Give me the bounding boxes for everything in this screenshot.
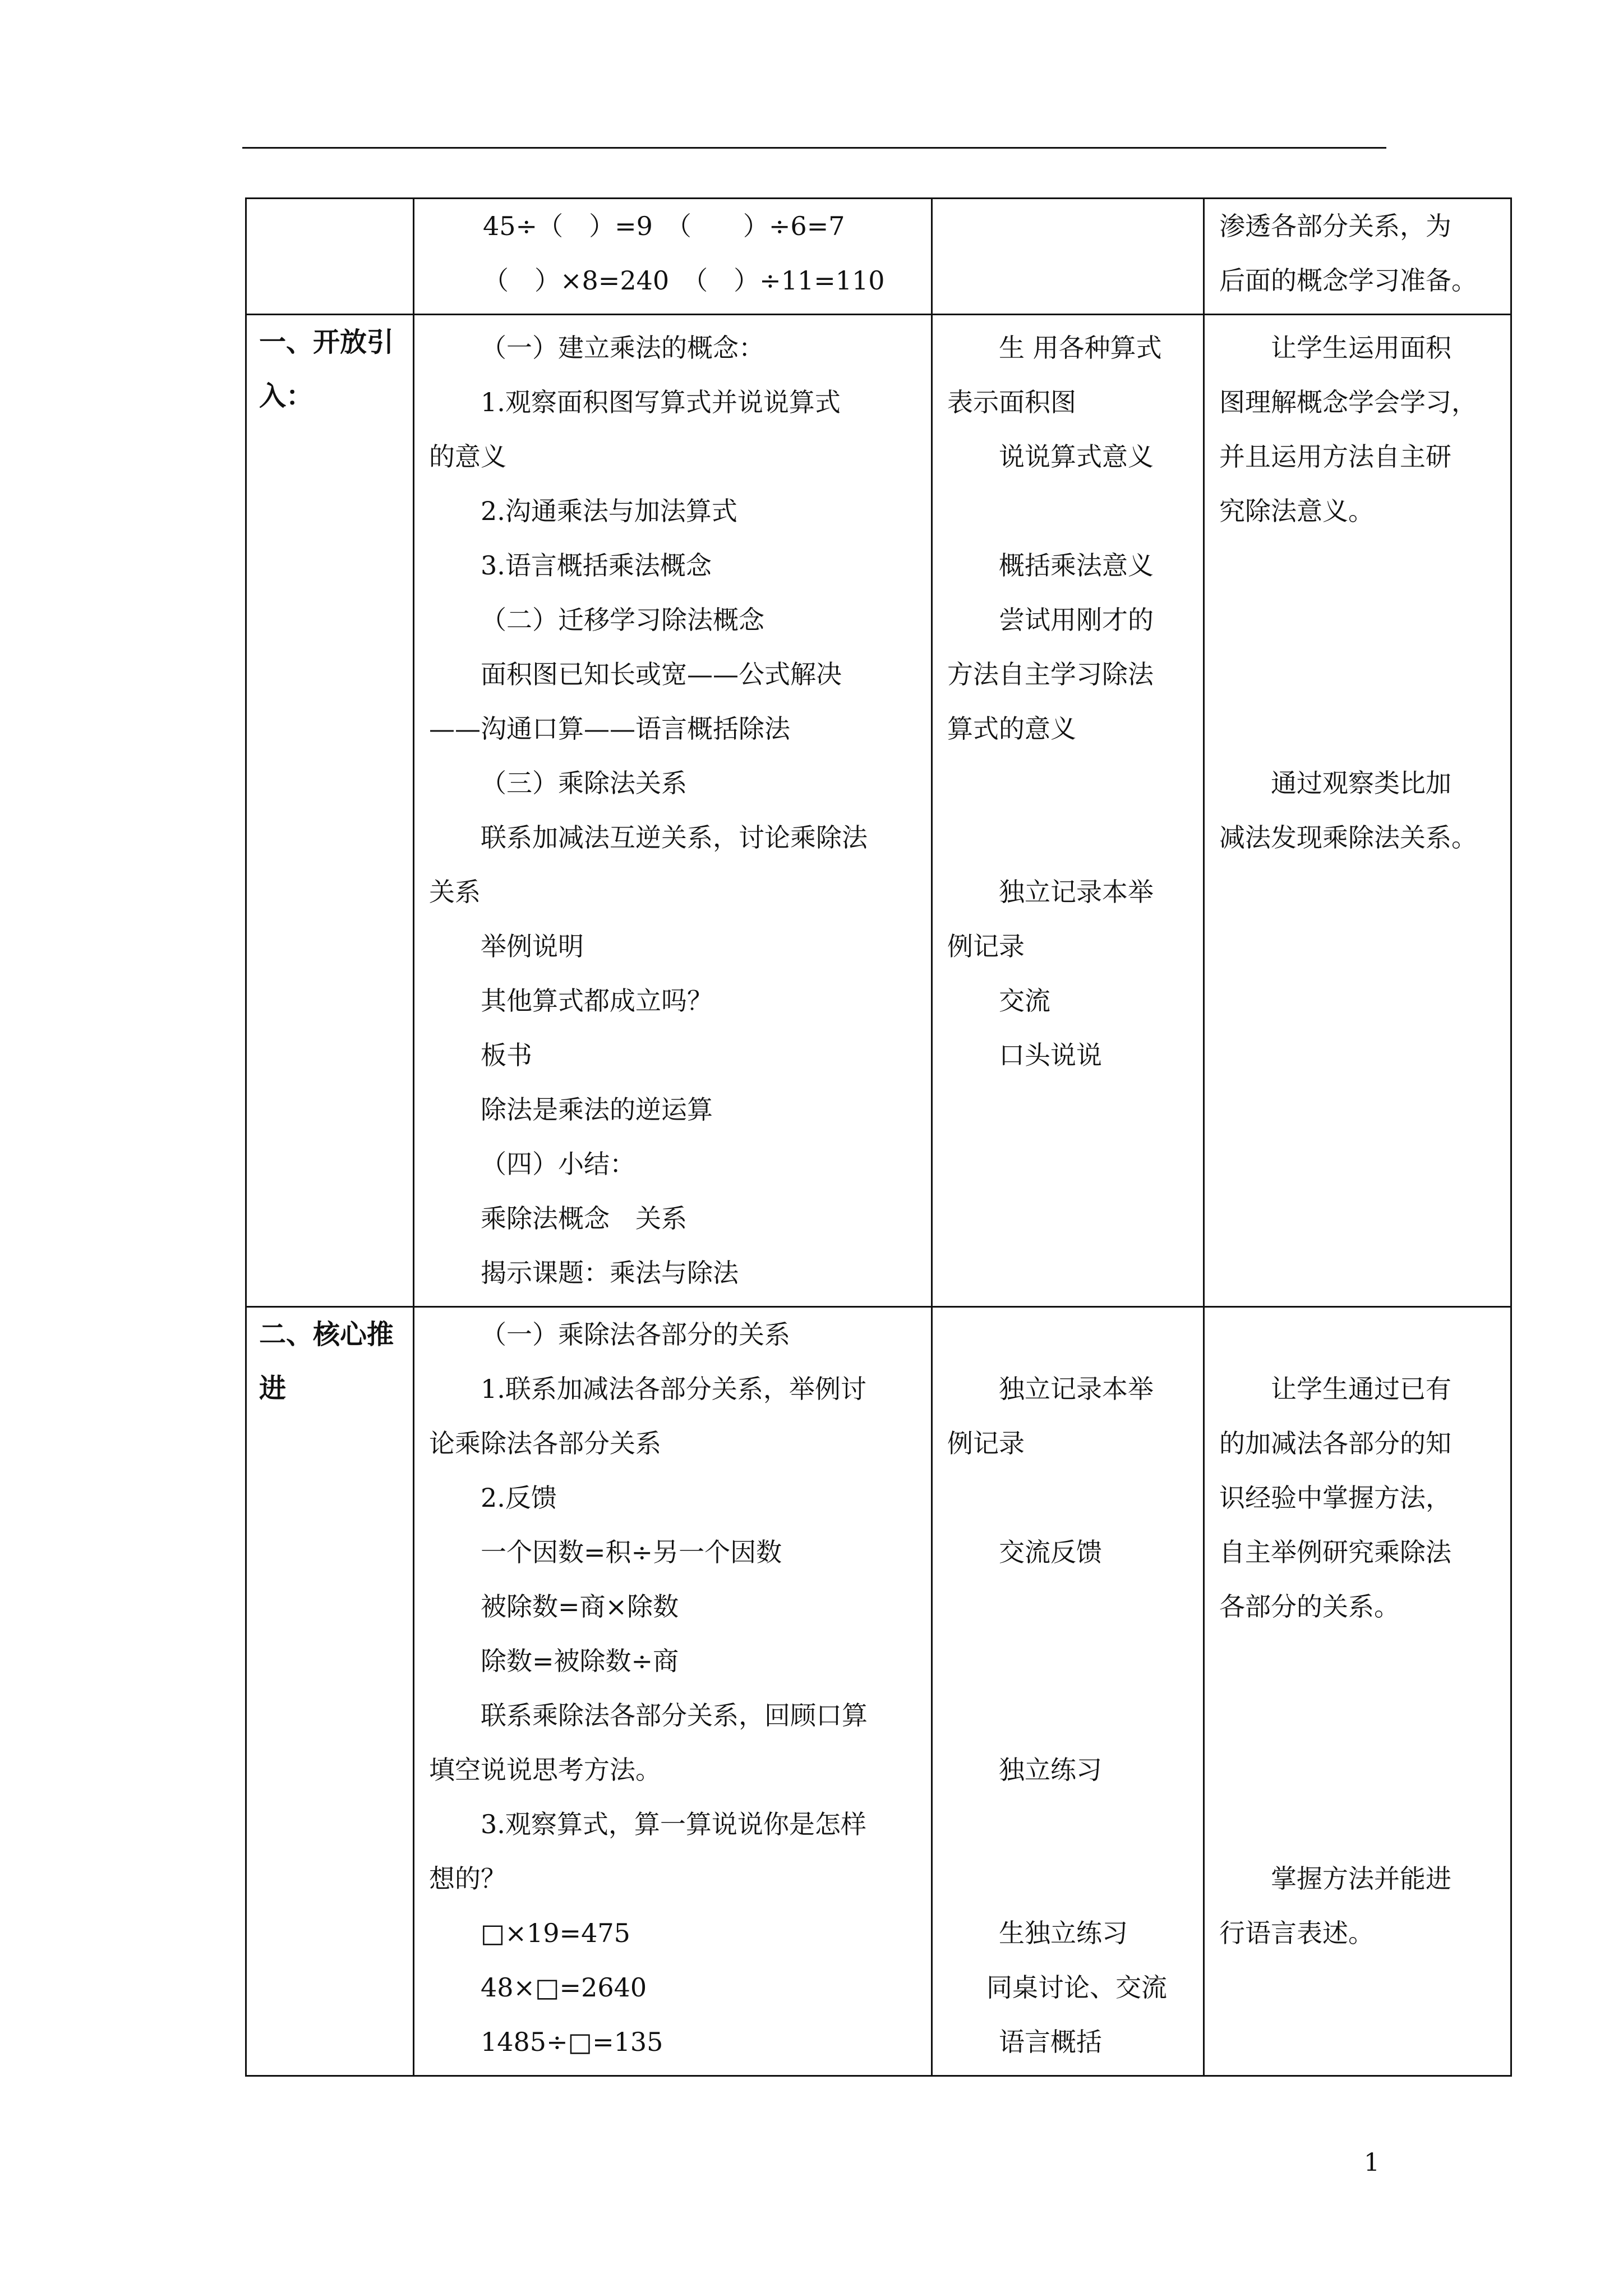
spacer — [1219, 647, 1496, 702]
spacer — [947, 1634, 1188, 1688]
text-line: 自主举例研究乘除法 — [1219, 1537, 1451, 1567]
text-line: 的意义 — [429, 441, 506, 472]
stage-cell-open-intro — [246, 315, 414, 1307]
text-line: 通过观察类比加 — [1271, 768, 1451, 798]
text-line: （四）小结： — [481, 1149, 635, 1179]
text-line: 其他算式都成立吗？ — [481, 986, 713, 1016]
text-line: 关系 — [429, 877, 481, 907]
text-line: 概括乘法意义 — [999, 550, 1154, 581]
spacer — [1219, 1797, 1496, 1852]
stage-label: 二、核心推 — [259, 1319, 394, 1350]
spacer — [947, 811, 1188, 865]
spacer — [947, 756, 1188, 811]
text-line: 图理解概念学会学习， — [1219, 387, 1477, 417]
stage-label: 进 — [259, 1373, 287, 1404]
text-line: 例记录 — [947, 1428, 1025, 1458]
text-line: 板书 — [481, 1040, 532, 1070]
text-line: 表示面积图 — [947, 387, 1076, 417]
spacer — [1219, 1634, 1496, 1688]
text-line: 渗透各部分关系，为 — [1219, 211, 1451, 241]
text-line: 交流 — [999, 986, 1050, 1016]
text-line: （三）乘除法关系 — [481, 768, 687, 798]
text-line: 3.观察算式，算一算说说你是怎样 — [481, 1809, 866, 1839]
spacer — [947, 1688, 1188, 1743]
text-line: （ ）×8=240 （ ）÷11=110 — [483, 265, 885, 296]
spacer — [947, 1308, 1188, 1362]
student-activity-cell — [932, 199, 1204, 315]
text-line: 举例说明 — [481, 931, 584, 961]
text-line: 1.联系加减法各部分关系，举例讨 — [481, 1374, 866, 1404]
text-line: 联系乘除法各部分关系，回顾口算 — [481, 1700, 868, 1731]
text-line: 联系加减法互逆关系，讨论乘除法 — [481, 822, 868, 853]
text-line: 独立练习 — [999, 1755, 1102, 1785]
page-number: 1 — [1364, 2148, 1380, 2177]
text-line: 例记录 — [947, 931, 1025, 961]
text-line: 独立记录本举 — [999, 1374, 1154, 1404]
text-line: 行语言表述。 — [1219, 1918, 1374, 1948]
text-line: 48×□=2640 — [481, 1972, 647, 2003]
text-line: 让学生运用面积 — [1271, 333, 1451, 363]
text-line: 3.语言概括乘法概念 — [481, 550, 712, 581]
text-line: 除法是乘法的逆运算 — [481, 1094, 713, 1125]
text-line: （一）建立乘法的概念： — [481, 333, 764, 363]
text-line: 交流反馈 — [999, 1537, 1102, 1567]
text-line: 说说算式意义 — [999, 441, 1154, 472]
text-line: 减法发现乘除法关系。 — [1219, 822, 1477, 853]
text-line: 乘除法概念 关系 — [481, 1203, 687, 1234]
text-line: 一个因数=积÷另一个因数 — [481, 1537, 782, 1567]
student-activity-cell — [932, 315, 1204, 1307]
text-line: 并且运用方法自主研 — [1219, 441, 1451, 472]
design-intent-cell — [1204, 315, 1511, 1307]
text-line: 方法自主学习除法 — [947, 659, 1154, 689]
text-line: 生 用各种算式 — [999, 333, 1162, 363]
table-row-core-progress — [246, 1307, 1511, 2076]
text-line: 的加减法各部分的知 — [1219, 1428, 1451, 1458]
text-line: （二）迁移学习除法概念 — [481, 605, 764, 635]
stage-label: 入： — [259, 380, 313, 412]
spacer — [947, 1852, 1188, 1906]
text-line: 揭示课题：乘法与除法 — [481, 1258, 739, 1288]
text-line: 1485÷□=135 — [481, 2027, 663, 2057]
text-line: 各部分的关系。 — [1219, 1591, 1400, 1622]
spacer — [947, 1471, 1188, 1525]
table-row-open-intro — [246, 315, 1511, 1307]
text-line: 语言概括 — [999, 2027, 1102, 2057]
text-line: 45÷（ ）=9 （ ）÷6=7 — [483, 211, 845, 241]
text-line: 掌握方法并能进 — [1271, 1864, 1451, 1894]
spacer — [1219, 1743, 1496, 1797]
spacer — [1219, 1308, 1496, 1362]
spacer — [1219, 539, 1496, 593]
teacher-activity-cell — [414, 315, 932, 1307]
stage-cell-core-progress — [246, 1307, 414, 2076]
text-line: 算式的意义 — [947, 714, 1076, 744]
text-line: 独立记录本举 — [999, 877, 1154, 907]
text-line: 究除法意义。 — [1219, 496, 1374, 526]
spacer — [1219, 702, 1496, 756]
text-line: 让学生通过已有 — [1271, 1374, 1451, 1404]
text-line: 口头说说 — [999, 1040, 1102, 1070]
text-line: （一）乘除法各部分的关系 — [481, 1319, 790, 1350]
text-line: 2.反馈 — [481, 1483, 557, 1513]
header-rule — [242, 147, 1386, 149]
stage-label: 一、开放引 — [259, 326, 394, 358]
text-line: 后面的概念学习准备。 — [1219, 265, 1477, 296]
text-line: 被除数=商×除数 — [481, 1591, 679, 1622]
text-line: 填空说说思考方法。 — [429, 1755, 661, 1785]
text-line: 想的？ — [429, 1864, 506, 1894]
lesson-plan-table — [245, 197, 1512, 2077]
text-line: 尝试用刚才的 — [999, 605, 1154, 635]
teacher-activity-cell — [414, 1307, 932, 2076]
text-line: 除数=被除数÷商 — [481, 1646, 679, 1676]
text-line: 同桌讨论、交流 — [986, 1972, 1167, 2003]
teacher-activity-cell — [414, 199, 932, 315]
spacer — [947, 1580, 1188, 1634]
student-activity-cell — [932, 1307, 1204, 2076]
text-line: 生独立练习 — [999, 1918, 1128, 1948]
table-row-continuation — [246, 199, 1511, 315]
text-line: 识经验中掌握方法， — [1219, 1483, 1451, 1513]
design-intent-cell — [1204, 1307, 1511, 2076]
spacer — [1219, 1688, 1496, 1743]
text-line: 论乘除法各部分关系 — [429, 1428, 661, 1458]
spacer — [1219, 593, 1496, 647]
design-intent-cell — [1204, 199, 1511, 315]
stage-cell-empty — [246, 199, 414, 315]
spacer — [947, 1797, 1188, 1852]
text-line: 面积图已知长或宽——公式解决 — [481, 659, 842, 689]
text-line: 2.沟通乘法与加法算式 — [481, 496, 737, 526]
text-line: ——沟通口算——语言概括除法 — [429, 714, 790, 744]
spacer — [947, 484, 1188, 539]
text-line: □×19=475 — [481, 1918, 630, 1948]
text-line: 1.观察面积图写算式并说说算式 — [481, 387, 841, 417]
